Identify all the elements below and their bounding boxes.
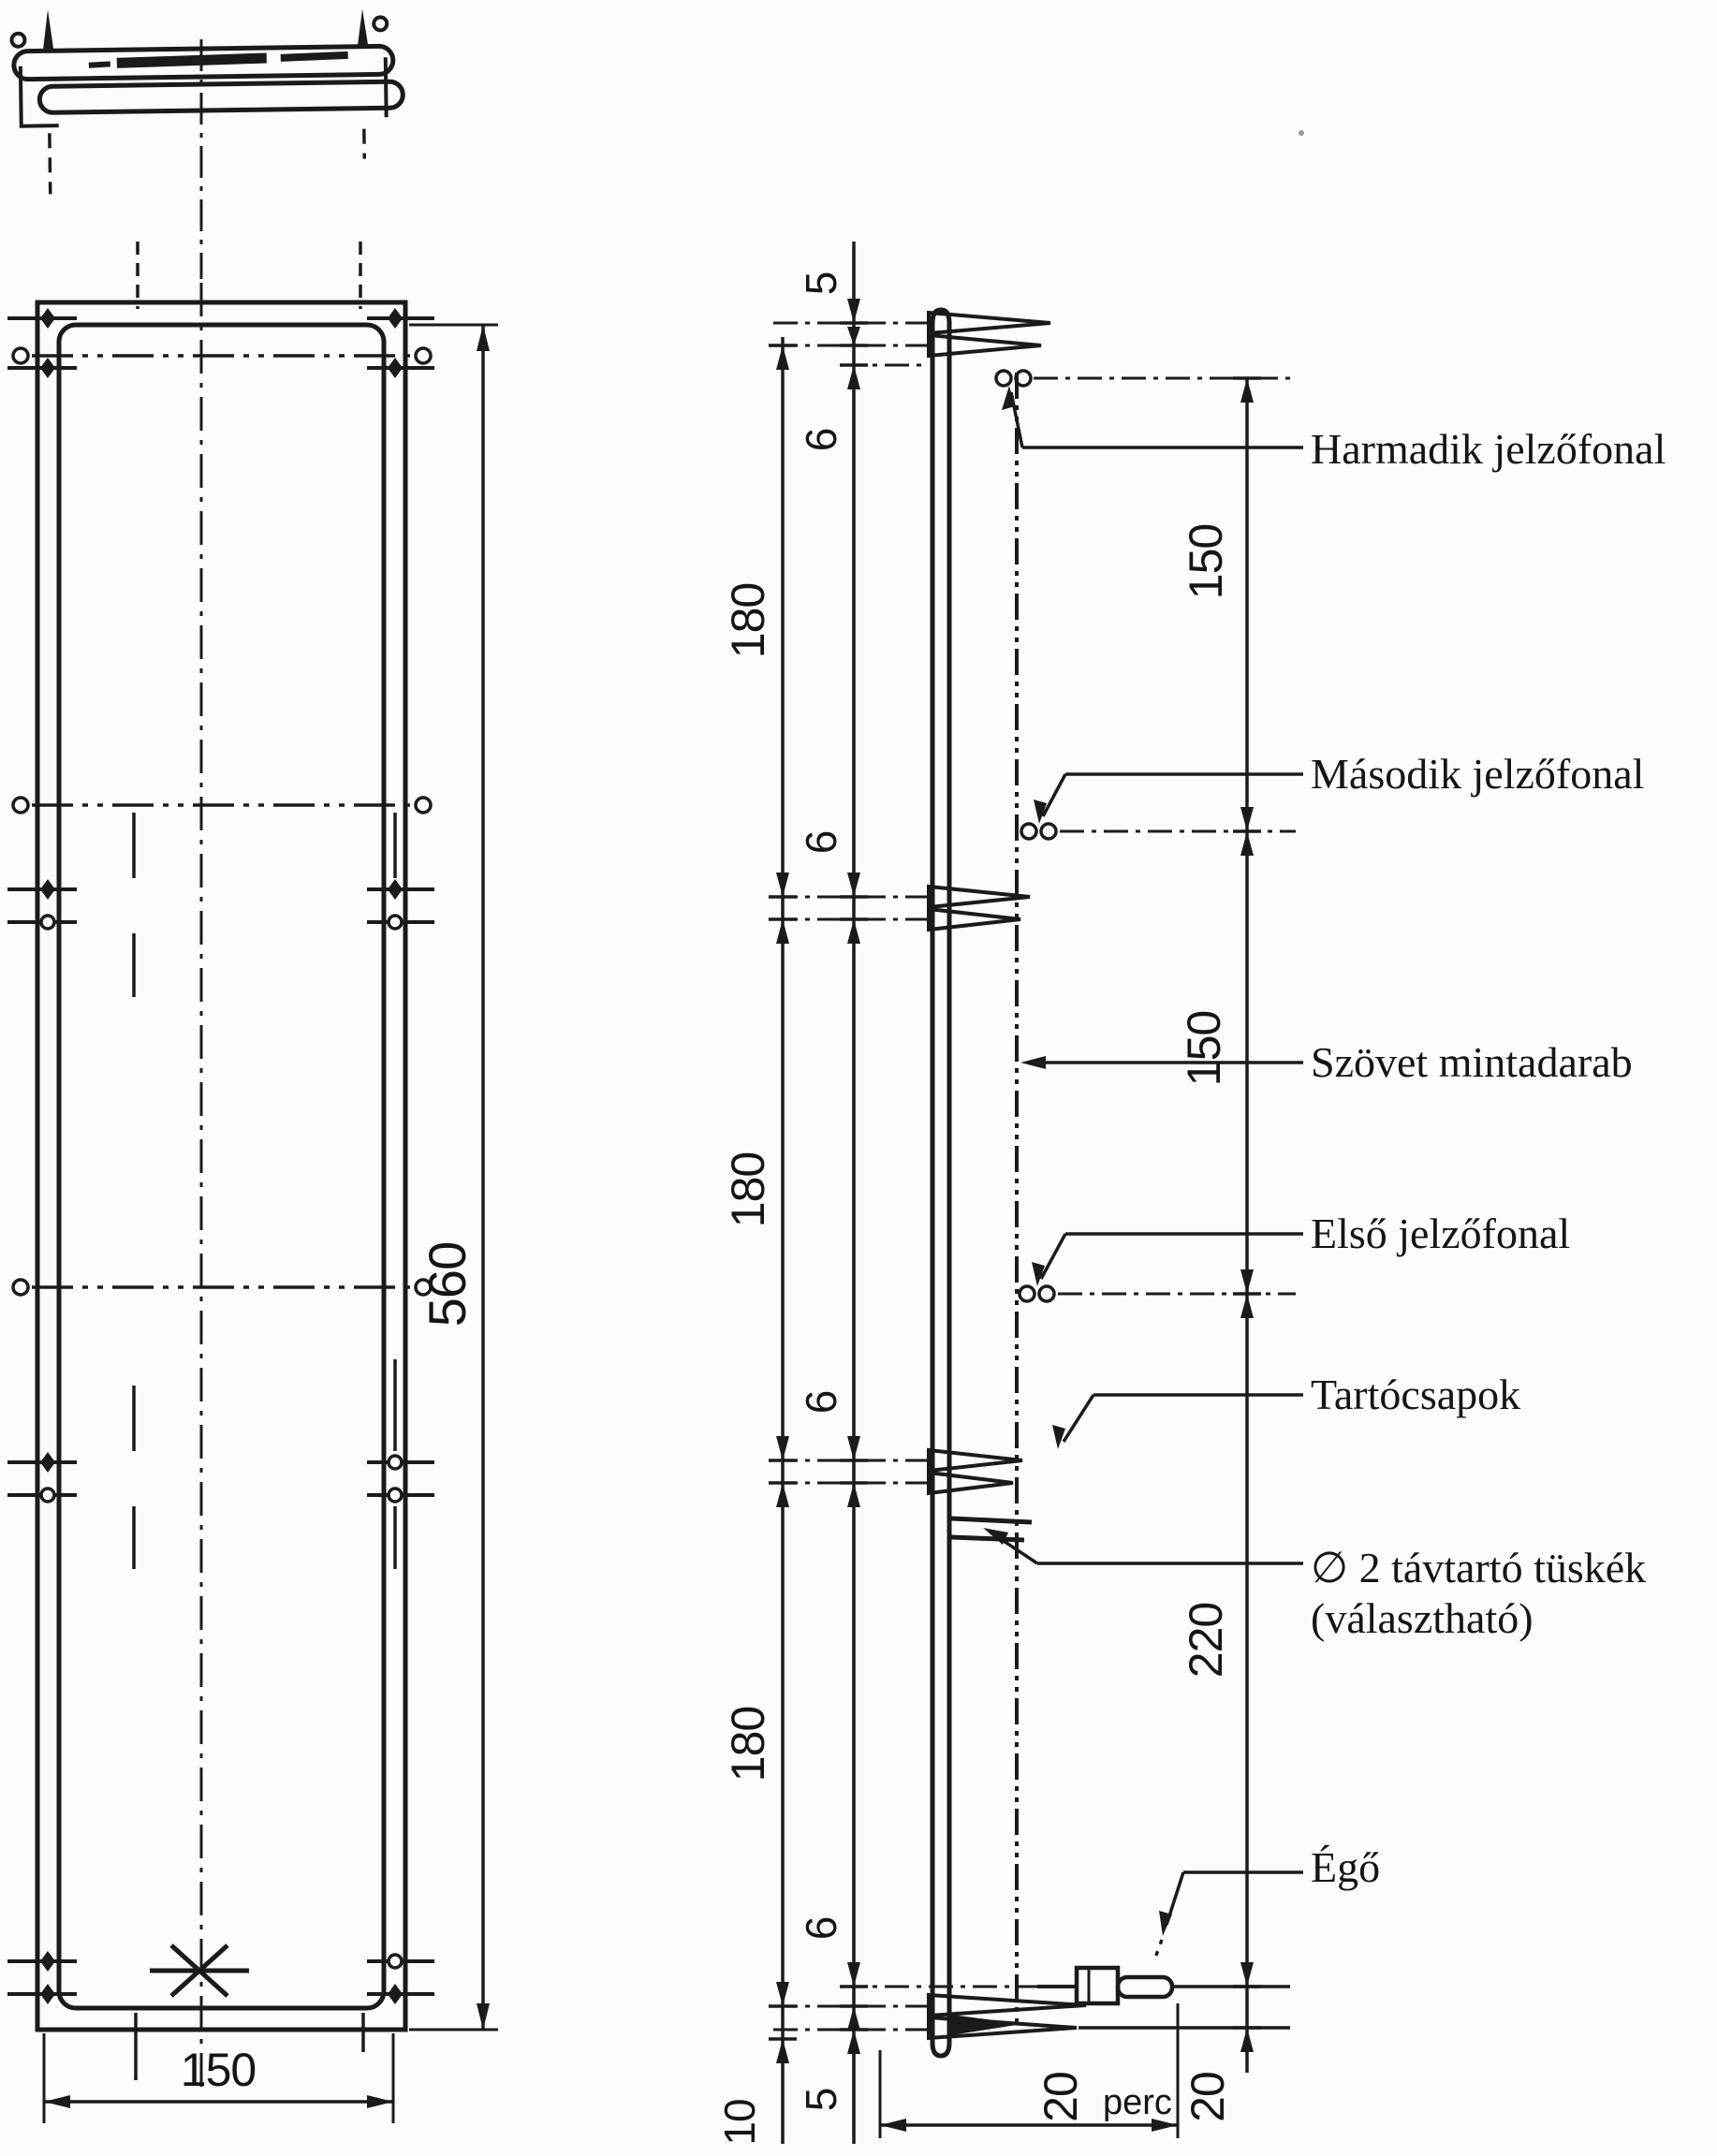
dim-560: 560 — [418, 1241, 477, 1327]
thread-centerlines — [13, 348, 431, 1295]
duration-unit: perc — [1103, 2083, 1172, 2122]
labels-column — [1311, 425, 1666, 1891]
burner-symbol — [1037, 1968, 1172, 2003]
dim-6-mid2: 6 — [797, 1390, 845, 1415]
label-third-thread: Harmadik jelzőfonal — [1311, 425, 1666, 473]
plan-spike-left — [42, 9, 54, 52]
dim-20: 20 — [1181, 2072, 1234, 2122]
burner-position-marker — [150, 1945, 249, 1996]
dim-180-1: 180 — [722, 582, 774, 659]
dim-frame-width — [44, 2033, 393, 2123]
spacer-spikes — [951, 1518, 1032, 1540]
dim-180-3: 180 — [722, 1706, 774, 1782]
dim-5-top: 5 — [797, 271, 845, 296]
label-support-pins: Tartócsapok — [1311, 1371, 1521, 1418]
dim-6-bottom: 6 — [797, 1916, 845, 1941]
label-fabric-sample: Szövet mintadarab — [1311, 1038, 1633, 1086]
label-spacer-spikes-1: ∅ 2 távtartó tüskék — [1311, 1544, 1647, 1591]
side-view — [929, 310, 1290, 2056]
dim-150-upper: 150 — [1180, 523, 1232, 600]
plan-view — [11, 5, 404, 195]
dim-150-width: 150 — [180, 2044, 257, 2096]
frame-pins — [7, 308, 434, 2080]
dim-5-bottom: 5 — [797, 2088, 845, 2112]
front-view — [7, 242, 434, 2092]
dim-6-top: 6 — [797, 428, 845, 452]
label-spacer-spikes-2: (választható) — [1311, 1594, 1534, 1642]
dim-10: 10 — [715, 2099, 764, 2146]
dim-6-mid1: 6 — [797, 830, 845, 855]
dim-chain-small — [797, 242, 868, 2144]
plan-spike-right — [357, 9, 369, 49]
dim-chain-180 — [715, 337, 797, 2146]
leader-lines — [983, 386, 1303, 1960]
support-pin-spikes — [929, 313, 1086, 2038]
marker-thread-circles — [996, 371, 1056, 1301]
dim-frame-height — [409, 325, 498, 2030]
scan-speck — [1299, 130, 1304, 136]
dim-220: 220 — [1180, 1602, 1232, 1679]
label-burner: Égő — [1311, 1843, 1381, 1891]
duration-value: 20 — [1035, 2072, 1087, 2122]
label-first-thread: Első jelzőfonal — [1311, 1210, 1571, 1257]
label-second-thread: Második jelzőfonal — [1311, 750, 1645, 798]
dim-chain-right — [1178, 378, 1261, 2122]
dim-150-lower: 150 — [1178, 1010, 1230, 1087]
dim-180-2: 180 — [722, 1151, 774, 1228]
